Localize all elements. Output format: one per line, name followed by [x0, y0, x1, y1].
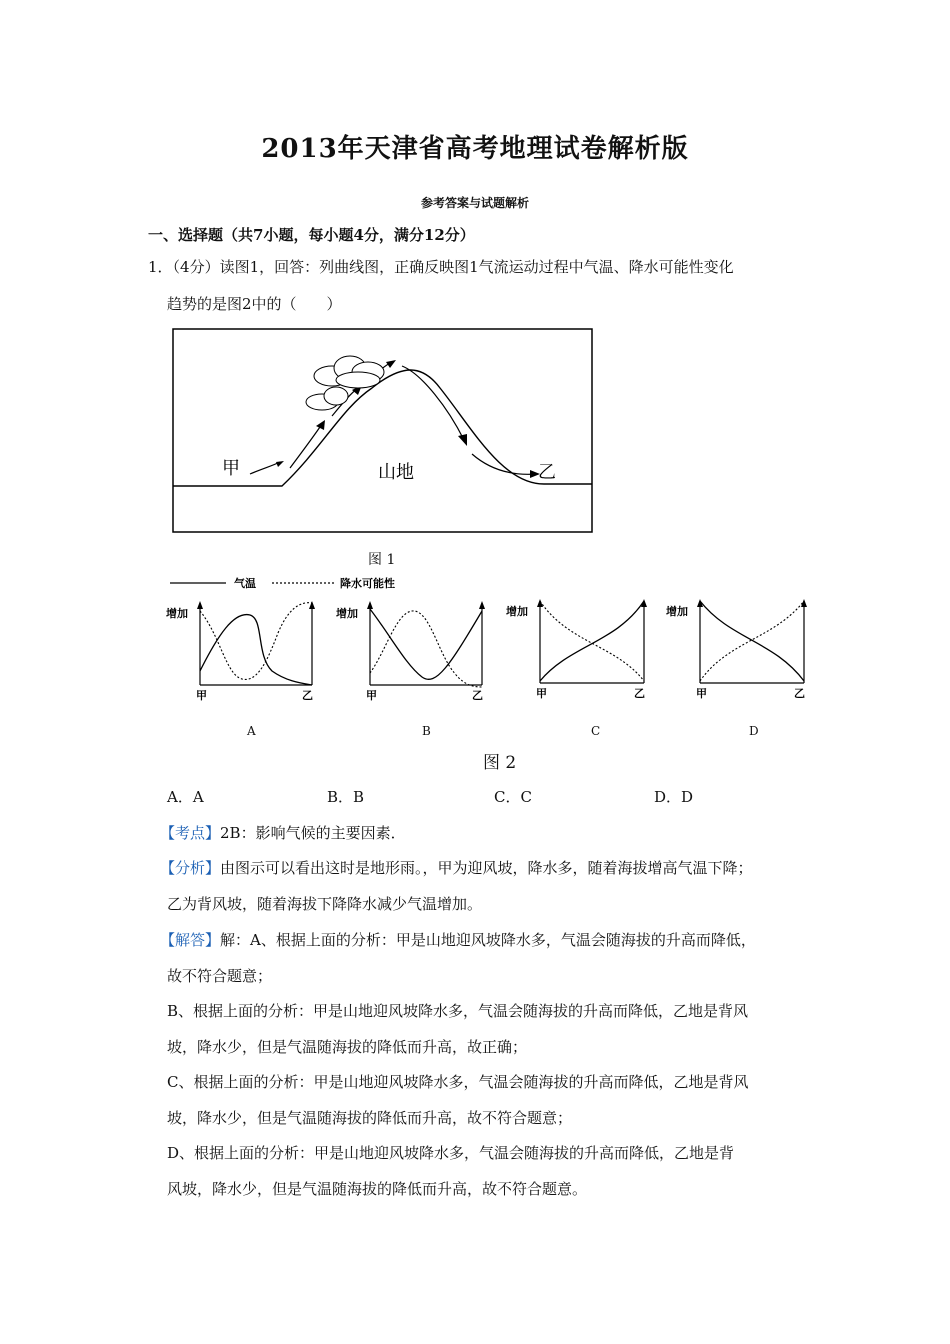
fenxi-line-1: 【分析】由图示可以看出这时是地形雨。，甲为迎风坡，降水多，随着海拔增高气温下降； [160, 859, 753, 877]
label-yi: 乙 [538, 462, 556, 483]
svg-text:增加: 增加 [336, 607, 358, 620]
precipitation-curve [700, 601, 804, 681]
fenxi-line-2: 乙为背风坡，随着海拔下降降水减少气温增加。 [167, 895, 483, 913]
question-line-1: 1．（4分）读图1，回答：列曲线图，正确反映图1气流运动过程中气温、降水可能性变化 [148, 258, 734, 276]
option-b[interactable]: B．B [327, 788, 365, 806]
figure-2-caption: 图 2 [483, 753, 517, 773]
svg-text:甲: 甲 [196, 689, 207, 702]
svg-text:乙: 乙 [302, 689, 313, 702]
chart-label-b: B [422, 724, 431, 738]
question-line-2: 趋势的是图2中的（ ） [167, 295, 342, 313]
svg-text:甲: 甲 [696, 687, 707, 700]
jieda-d-line-1: D、根据上面的分析：甲是山地迎风坡降水多，气温会随海拔的升高而降低，乙地是背 [167, 1144, 735, 1162]
temperature-curve [540, 601, 644, 681]
chart-label-a: A [247, 724, 256, 738]
svg-text:乙: 乙 [472, 689, 483, 702]
jieda-d-line-2: 风坡，降水少，但是气温随海拔的降低而升高，故不符合题意。 [167, 1180, 588, 1198]
chart-label-d: D [749, 724, 759, 738]
figure-1 [172, 328, 594, 534]
legend-solid-label: 气温 [234, 577, 256, 590]
jieda-b-line-2: 坡，降水少，但是气温随海拔的降低而升高，故正确； [167, 1038, 528, 1056]
label-shandi: 山地 [378, 462, 414, 483]
figure-1-caption: 图 1 [368, 552, 396, 568]
label-jia: 甲 [222, 458, 240, 479]
temperature-curve [700, 601, 804, 681]
option-c[interactable]: C．C [494, 788, 532, 806]
jieda-c-line-1: C、根据上面的分析：甲是山地迎风坡降水多，气温会随海拔的升高而降低，乙地是背风 [167, 1073, 749, 1091]
kaodian-tag: 【考点】 [160, 824, 221, 842]
option-d[interactable]: D．D [654, 788, 694, 806]
jieda-line-1: 【解答】解：A、根据上面的分析：甲是山地迎风坡降水多，气温会随海拔的升高而降低， [160, 931, 756, 949]
svg-text:乙: 乙 [794, 687, 805, 700]
jieda-tag: 【解答】 [160, 931, 221, 949]
section-heading: 一、选择题（共7小题，每小题4分，满分12分） [148, 226, 475, 244]
chart-B [336, 601, 485, 702]
kaodian-line: 【考点】2B：影响气候的主要因素． [160, 824, 406, 842]
legend-dashed-label: 降水可能性 [340, 577, 395, 590]
chart-A [166, 601, 315, 702]
svg-text:甲: 甲 [536, 687, 547, 700]
answer-options [167, 787, 727, 807]
figure-2 [160, 595, 820, 705]
chart-D [666, 599, 807, 700]
doc-subtitle: 参考答案与试题解析 [420, 196, 529, 210]
precipitation-curve [540, 601, 644, 681]
chart-label-c: C [591, 724, 601, 738]
figure-2-legend [168, 573, 428, 593]
svg-text:乙: 乙 [634, 687, 645, 700]
jieda-c-line-2: 坡，降水少，但是气温随海拔的降低而升高，故不符合题意； [167, 1109, 573, 1127]
jieda-b-line-1: B、根据上面的分析：甲是山地迎风坡降水多，气温会随海拔的升高而降低，乙地是背风 [167, 1002, 749, 1020]
chart-C [506, 599, 647, 700]
doc-title: 2013年天津省高考地理试卷解析版 [261, 134, 689, 164]
jieda-line-2: 故不符合题意； [167, 967, 273, 985]
fenxi-tag: 【分析】 [160, 859, 221, 877]
svg-text:增加: 增加 [666, 605, 688, 618]
axis-label: 增加 [166, 607, 188, 620]
svg-text:甲: 甲 [366, 689, 377, 702]
precipitation-curve [370, 611, 482, 687]
figure-1-frame [173, 329, 592, 532]
option-a[interactable]: A．A [167, 788, 204, 806]
svg-text:增加: 增加 [506, 605, 528, 618]
